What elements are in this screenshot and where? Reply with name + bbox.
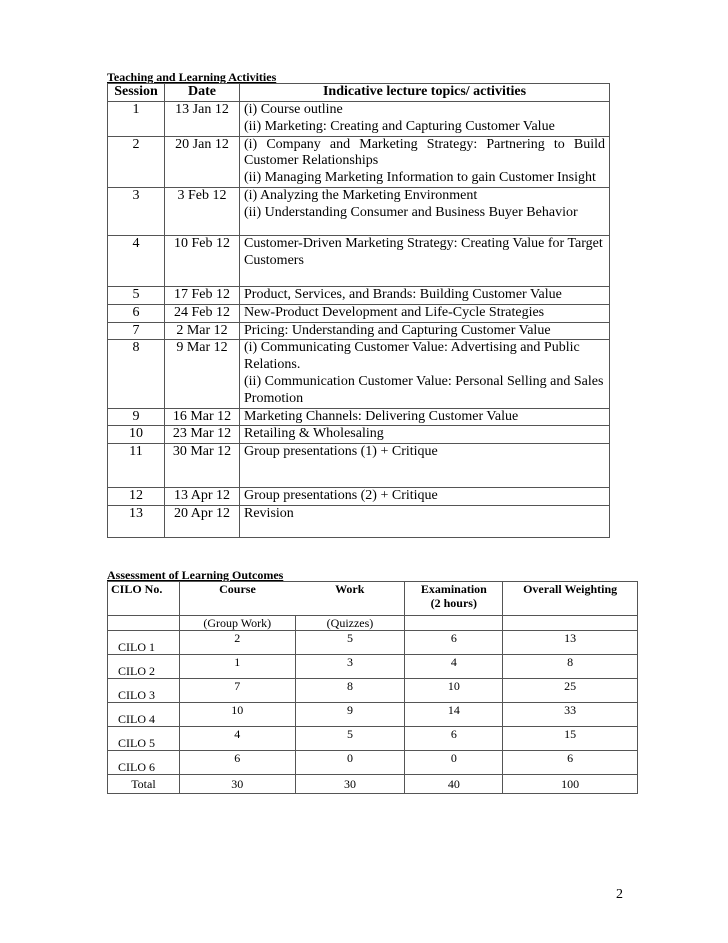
session-topics xyxy=(240,187,610,235)
cilo-label: CILO 4 xyxy=(108,703,180,727)
assessment-row xyxy=(108,679,638,703)
session-topics xyxy=(240,322,610,340)
course-header: Course xyxy=(179,582,295,616)
topic-line: Pricing: Understanding and Capturing Customer Value xyxy=(244,322,551,338)
topic-line: (ii) Understanding Consumer and Business Buyer Behavior xyxy=(244,204,578,220)
exam-value: 4 xyxy=(405,655,503,679)
session-number: 3 xyxy=(108,187,165,235)
overall-value: 33 xyxy=(503,703,638,727)
exam-duration-label: (2 hours) xyxy=(430,596,477,610)
teaching-table xyxy=(107,83,610,538)
exam-header xyxy=(405,582,503,616)
session-number: 11 xyxy=(108,444,165,488)
session-number: 10 xyxy=(108,426,165,444)
teaching-row xyxy=(108,304,610,322)
session-number: 5 xyxy=(108,286,165,304)
session-date: 13 Apr 12 xyxy=(165,488,240,506)
session-number: 6 xyxy=(108,304,165,322)
teaching-header-row xyxy=(108,84,610,102)
cilo-label: CILO 6 xyxy=(108,751,180,775)
subheader-empty xyxy=(405,616,503,631)
cilo-label: CILO 2 xyxy=(108,655,180,679)
topic-line: (ii) Managing Marketing Information to gain Customer Insight xyxy=(244,170,596,186)
session-topics xyxy=(240,444,610,488)
quizzes-value: 9 xyxy=(295,703,405,727)
topic-line: Retailing & Wholesaling xyxy=(244,426,384,442)
quizzes-value: 5 xyxy=(295,631,405,655)
assessment-section-title: Assessment of Learning Outcomes xyxy=(107,568,284,582)
total-quizzes: 30 xyxy=(295,775,405,794)
teaching-row xyxy=(108,426,610,444)
assessment-row xyxy=(108,631,638,655)
session-number: 12 xyxy=(108,488,165,506)
session-date: 13 Jan 12 xyxy=(165,102,240,137)
teaching-row xyxy=(108,340,610,408)
session-topics xyxy=(240,505,610,537)
exam-value: 0 xyxy=(405,751,503,775)
topic-line: Revision xyxy=(244,505,294,521)
session-date: 16 Mar 12 xyxy=(165,408,240,426)
teaching-row xyxy=(108,444,610,488)
quizzes-subheader: (Quizzes) xyxy=(295,616,405,631)
topic-line: Customer-Driven Marketing Strategy: Creating Value for Target Customers xyxy=(244,235,603,268)
session-number: 13 xyxy=(108,505,165,537)
session-number: 9 xyxy=(108,408,165,426)
topic-line: Marketing Channels: Delivering Customer Value xyxy=(244,408,519,424)
exam-header-label: Examination xyxy=(420,582,487,596)
session-date: 23 Mar 12 xyxy=(165,426,240,444)
work-header: Work xyxy=(295,582,405,616)
teaching-row xyxy=(108,322,610,340)
session-topics xyxy=(240,408,610,426)
teaching-row xyxy=(108,102,610,137)
cilo-header: CILO No. xyxy=(108,582,180,616)
session-header: Session xyxy=(108,84,165,102)
date-header: Date xyxy=(165,84,240,102)
subheader-empty xyxy=(503,616,638,631)
subheader-empty xyxy=(108,616,180,631)
cilo-label: CILO 3 xyxy=(108,679,180,703)
assessment-table xyxy=(107,581,638,794)
overall-value: 15 xyxy=(503,727,638,751)
topic-line: New-Product Development and Life-Cycle Strategies xyxy=(244,304,545,320)
session-topics xyxy=(240,340,610,408)
topic-line: Product, Services, and Brands: Building Customer Value xyxy=(244,286,562,302)
topic-line: (i) Company and Marketing Strategy: Partnering to Build Customer Relationships xyxy=(244,136,605,169)
session-number: 2 xyxy=(108,136,165,187)
cilo-label: CILO 5 xyxy=(108,727,180,751)
topic-line: (i) Course outline xyxy=(244,102,343,117)
quizzes-value: 3 xyxy=(295,655,405,679)
teaching-row xyxy=(108,286,610,304)
session-date: 24 Feb 12 xyxy=(165,304,240,322)
session-topics xyxy=(240,286,610,304)
assessment-header-row xyxy=(108,582,638,616)
session-topics xyxy=(240,136,610,187)
session-date: 20 Jan 12 xyxy=(165,136,240,187)
session-date: 20 Apr 12 xyxy=(165,505,240,537)
total-exam: 40 xyxy=(405,775,503,794)
exam-value: 10 xyxy=(405,679,503,703)
teaching-row xyxy=(108,136,610,187)
teaching-row xyxy=(108,408,610,426)
quizzes-value: 5 xyxy=(295,727,405,751)
session-date: 3 Feb 12 xyxy=(165,187,240,235)
teaching-row xyxy=(108,187,610,235)
group-work-value: 1 xyxy=(179,655,295,679)
topic-line: Group presentations (2) + Critique xyxy=(244,488,438,504)
session-number: 1 xyxy=(108,102,165,137)
teaching-row xyxy=(108,488,610,506)
session-topics xyxy=(240,426,610,444)
session-date: 9 Mar 12 xyxy=(165,340,240,408)
group-work-value: 2 xyxy=(179,631,295,655)
group-work-value: 7 xyxy=(179,679,295,703)
assessment-row xyxy=(108,703,638,727)
total-label: Total xyxy=(108,775,180,794)
overall-value: 25 xyxy=(503,679,638,703)
topic-line: (ii) Communication Customer Value: Personal Selling and Sales Promotion xyxy=(244,373,604,406)
session-number: 8 xyxy=(108,340,165,408)
overall-value: 13 xyxy=(503,631,638,655)
session-topics xyxy=(240,488,610,506)
session-topics xyxy=(240,102,610,137)
topic-line: (i) Communicating Customer Value: Advertising and Public Relations. xyxy=(244,340,580,373)
teaching-row xyxy=(108,505,610,537)
session-topics xyxy=(240,235,610,286)
page-number: 2 xyxy=(616,887,623,902)
session-date: 30 Mar 12 xyxy=(165,444,240,488)
topic-line: (i) Analyzing the Marketing Environment xyxy=(244,187,478,203)
group-work-value: 10 xyxy=(179,703,295,727)
group-work-value: 6 xyxy=(179,751,295,775)
session-number: 7 xyxy=(108,322,165,340)
session-date: 10 Feb 12 xyxy=(165,235,240,286)
exam-value: 6 xyxy=(405,727,503,751)
teaching-row xyxy=(108,235,610,286)
assessment-row xyxy=(108,727,638,751)
assessment-row xyxy=(108,655,638,679)
session-date: 17 Feb 12 xyxy=(165,286,240,304)
assessment-row xyxy=(108,751,638,775)
topic-line: Group presentations (1) + Critique xyxy=(244,444,438,460)
session-number: 4 xyxy=(108,235,165,286)
exam-value: 6 xyxy=(405,631,503,655)
cilo-label: CILO 1 xyxy=(108,631,180,655)
total-overall: 100 xyxy=(503,775,638,794)
overall-value: 6 xyxy=(503,751,638,775)
group-work-value: 4 xyxy=(179,727,295,751)
session-date: 2 Mar 12 xyxy=(165,322,240,340)
total-group: 30 xyxy=(179,775,295,794)
group-work-subheader: (Group Work) xyxy=(179,616,295,631)
quizzes-value: 8 xyxy=(295,679,405,703)
session-topics xyxy=(240,304,610,322)
assessment-total-row xyxy=(108,775,638,794)
topic-line: (ii) Marketing: Creating and Capturing Customer Value xyxy=(244,118,555,134)
quizzes-value: 0 xyxy=(295,751,405,775)
assessment-subheader-row xyxy=(108,616,638,631)
exam-value: 14 xyxy=(405,703,503,727)
teaching-section-title: Teaching and Learning Activities xyxy=(107,70,277,84)
overall-value: 8 xyxy=(503,655,638,679)
overall-header: Overall Weighting xyxy=(503,582,638,616)
topics-header: Indicative lecture topics/ activities xyxy=(240,84,610,102)
